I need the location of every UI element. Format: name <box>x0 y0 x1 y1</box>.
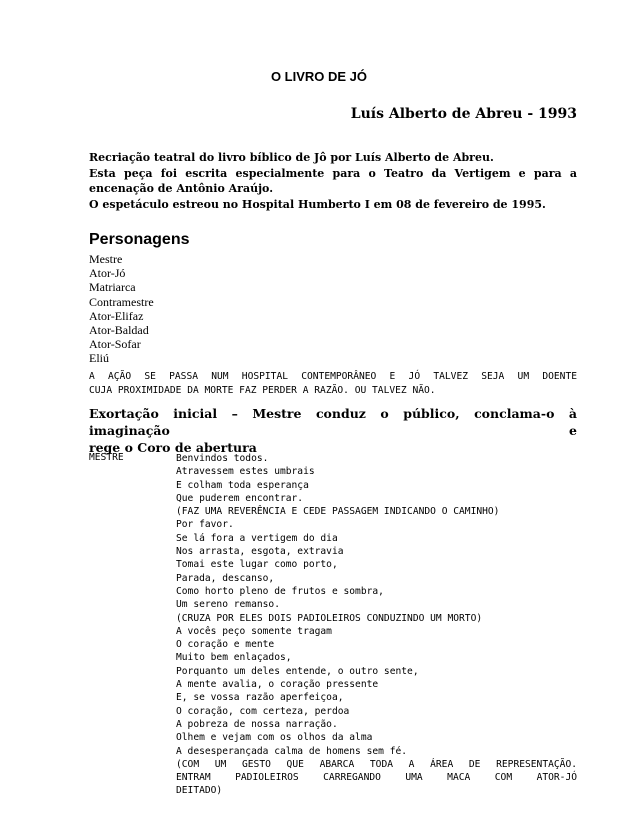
character-item: Ator-Sofar <box>89 337 141 352</box>
stage-direction: (COM UM GESTO QUE ABARCA TODA A ÁREA DE REPRESENTAÇÃO. <box>176 758 577 770</box>
dialog-line: Um sereno remanso. <box>176 599 280 611</box>
dialog-line: Porquanto um deles entende, o outro sente, <box>176 665 419 677</box>
intro-line: Recriação teatral do livro bíblico de Jô por Luís Alberto de Abreu. <box>89 151 494 164</box>
author-line: Luís Alberto de Abreu - 1993 <box>350 106 577 122</box>
play-title: O LIVRO DE JÓ <box>270 69 368 84</box>
character-item: Matriarca <box>89 280 136 295</box>
speaker-name: MESTRE <box>89 452 124 463</box>
characters-list <box>89 252 154 366</box>
character-item: Mestre <box>89 252 123 266</box>
dialog-line: A vocês peço somente tragam <box>176 625 332 637</box>
intro-line: O espetáculo estreou no Hospital Humberto I em 08 de fevereiro de 1995. <box>89 197 546 211</box>
dialog-line: Que puderem encontrar. <box>176 492 304 504</box>
scene-note-line: CUJA PROXIMIDADE DA MORTE FAZ PERDER A RAZÃO. OU TALVEZ NÃO. <box>89 385 436 396</box>
dialog-line: Por favor. <box>176 519 234 531</box>
dialog-line: O coração, com certeza, perdoa <box>176 705 350 717</box>
dialog-line: A mente avalia, o coração pressente <box>176 679 379 691</box>
character-item: Ator-Jó <box>89 266 126 281</box>
exhortation-line: rege o Coro de abertura <box>89 440 257 455</box>
character-item: Ator-Elifaz <box>89 308 144 323</box>
intro-paragraph <box>89 150 577 212</box>
character-item: Ator-Baldad <box>89 323 149 338</box>
intro-line: encenação de Antônio Araújo. <box>89 182 274 195</box>
dialog-line: Olhem e vejam com os olhos da alma <box>176 732 373 744</box>
dialog-line: E colham toda esperança <box>176 479 309 491</box>
character-item: Contramestre <box>89 294 154 309</box>
dialog-line: Benvindos todos. <box>176 453 269 464</box>
character-item: Eliú <box>89 351 109 366</box>
dialog-block <box>176 452 577 798</box>
dialog-line: O coração e mente <box>176 639 275 651</box>
stage-direction: DEITADO) <box>176 785 223 797</box>
dialog-line: A desesperançada calma de homens sem fé. <box>176 745 408 757</box>
characters-heading: Personagens <box>89 231 190 248</box>
exhortation-line: Exortação inicial – Mestre conduz o público, conclama-o à imaginação e <box>89 406 577 438</box>
dialog-line: Tomai este lugar como porto, <box>176 559 338 571</box>
dialog-line: A pobreza de nossa narração. <box>176 718 338 730</box>
stage-direction: ENTRAM PADIOLEIROS CARREGANDO UMA MACA COM ATOR-JÓ <box>176 772 577 784</box>
scene-note-line: A AÇÃO SE PASSA NUM HOSPITAL CONTEMPORÂNEO E JÓ TALVEZ SEJA UM DOENTE <box>89 371 577 382</box>
stage-direction: (CRUZA POR ELES DOIS PADIOLEIROS CONDUZINDO UM MORTO) <box>176 612 483 624</box>
dialog-line: Como horto pleno de frutos e sombra, <box>176 585 384 597</box>
dialog-line: Muito bem enlaçados, <box>176 652 292 664</box>
dialog-line: Nos arrasta, esgota, extravia <box>176 546 344 558</box>
dialog-line: E, se vossa razão aperfeiçoa, <box>176 692 344 704</box>
scene-note <box>89 370 577 398</box>
exhortation-heading <box>89 405 577 456</box>
intro-line: Esta peça foi escrita especialmente para o Teatro da Vertigem e para a <box>89 166 577 180</box>
dialog-line: Atravessem estes umbrais <box>176 466 315 478</box>
dialog-line: Se lá fora a vertigem do dia <box>176 532 338 544</box>
stage-direction: (FAZ UMA REVERÊNCIA E CEDE PASSAGEM INDICANDO O CAMINHO) <box>176 506 500 518</box>
dialog-line: Parada, descanso, <box>176 572 275 584</box>
